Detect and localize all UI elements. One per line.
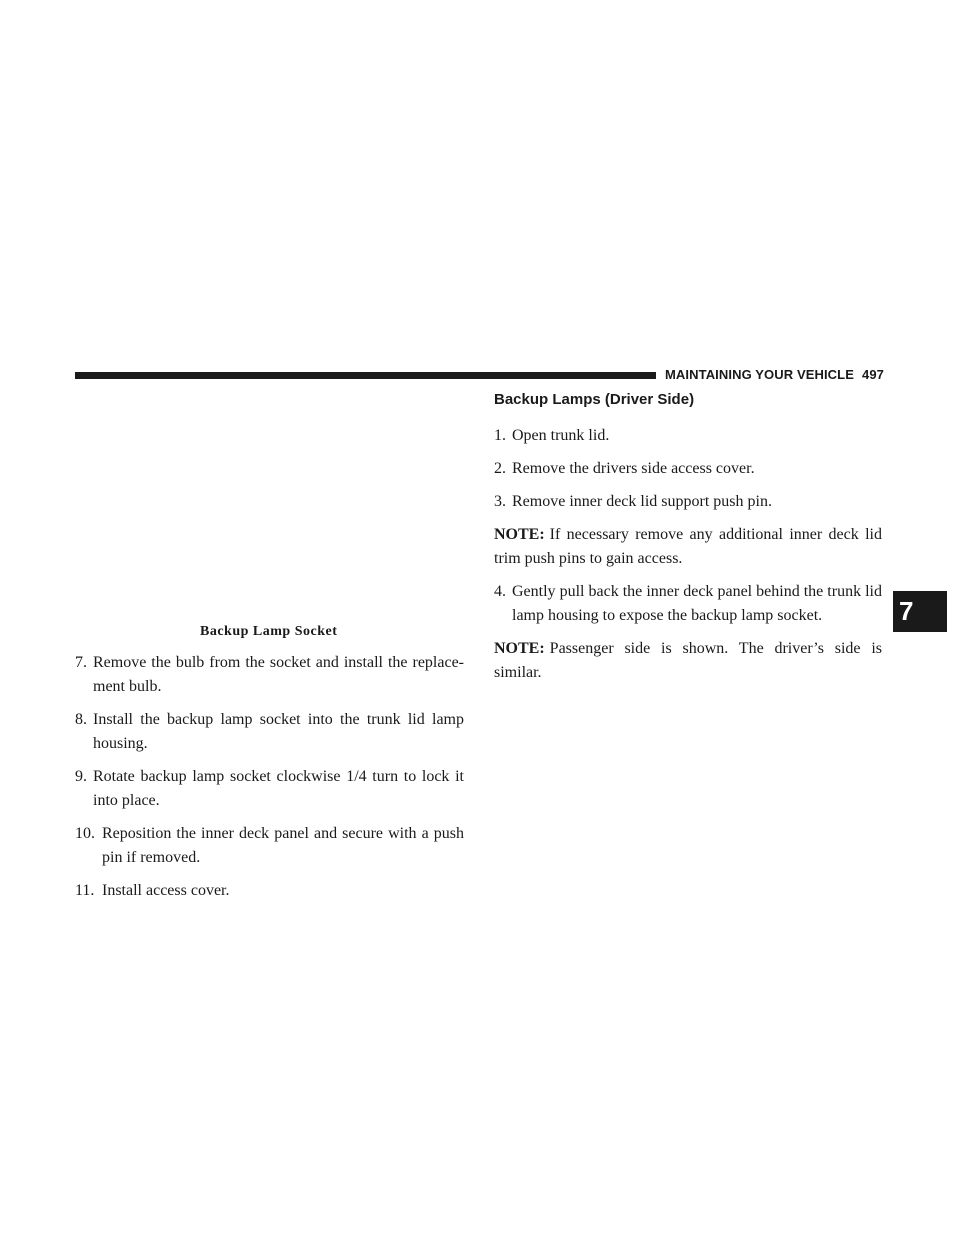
step-1 <box>494 424 882 448</box>
step-number: 3. <box>494 493 506 510</box>
step-text: Remove the drivers side access cover. <box>512 460 755 477</box>
header-rule <box>75 372 656 379</box>
note-paragraph <box>494 637 882 685</box>
note-label: NOTE: <box>494 526 545 543</box>
step-8 <box>75 708 464 756</box>
step-10 <box>75 822 464 870</box>
step-number: 4. <box>494 583 506 600</box>
page-number: 497 <box>861 367 884 382</box>
step-text: Reposition the inner deck panel and secure with a push pin if removed. <box>102 825 464 866</box>
step-number: 10. <box>75 825 95 842</box>
step-7 <box>75 651 464 699</box>
right-column <box>494 390 882 694</box>
step-number: 1. <box>494 427 506 444</box>
step-number: 7. <box>75 654 87 671</box>
step-text: Install access cover. <box>102 882 230 899</box>
step-number: 11. <box>75 882 95 899</box>
step-text: Remove inner deck lid support push pin. <box>512 493 772 510</box>
figure-caption: Backup Lamp Socket <box>200 624 338 639</box>
note-label: NOTE: <box>494 640 545 657</box>
step-text: Install the backup lamp socket into the trunk lid lamp housing. <box>93 711 464 752</box>
step-text: Gently pull back the inner deck panel behind the trunk lid lamp housing to expose the backup lamp socket. <box>512 583 882 624</box>
step-2 <box>494 457 882 481</box>
running-header <box>665 367 884 382</box>
section-heading: Backup Lamps (Driver Side) <box>494 391 695 408</box>
step-text: Remove the bulb from the socket and install the replace-ment bulb. <box>93 654 464 695</box>
step-number: 8. <box>75 711 87 728</box>
step-9 <box>75 765 464 813</box>
step-text: Rotate backup lamp socket clockwise 1/4 turn to lock it into place. <box>93 768 464 809</box>
note-paragraph <box>494 523 882 571</box>
step-number: 2. <box>494 460 506 477</box>
left-column <box>75 651 464 912</box>
section-title: MAINTAINING YOUR VEHICLE <box>665 367 854 382</box>
step-11 <box>75 879 464 903</box>
chapter-tab: 7 <box>893 591 947 632</box>
note-text: If necessary remove any additional inner deck lid trim push pins to gain access. <box>494 526 882 567</box>
note-text: Passenger side is shown. The driver’s side is similar. <box>494 640 882 681</box>
step-number: 9. <box>75 768 87 785</box>
step-4 <box>494 580 882 628</box>
step-text: Open trunk lid. <box>512 427 610 444</box>
step-3 <box>494 490 882 514</box>
